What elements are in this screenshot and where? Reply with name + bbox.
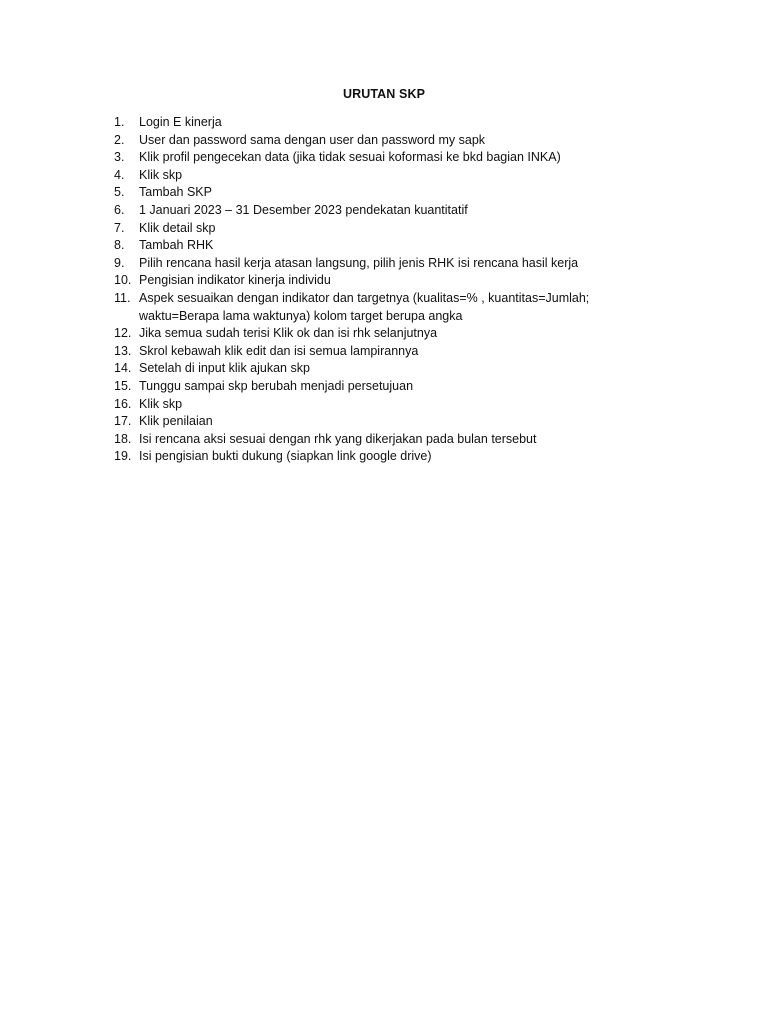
- step-number: 14.: [114, 361, 132, 376]
- step-text: Klik penilaian: [139, 414, 213, 429]
- step-text: Isi pengisian bukti dukung (siapkan link google drive): [139, 449, 432, 464]
- list-item: [114, 413, 634, 431]
- list-item: [114, 378, 634, 396]
- document-title: URUTAN SKP: [342, 87, 426, 101]
- step-text: User dan password sama dengan user dan password my sapk: [139, 132, 486, 147]
- step-number: 8.: [114, 238, 125, 253]
- list-item: [114, 272, 634, 290]
- list-item: [114, 325, 634, 343]
- step-number: 16.: [114, 396, 132, 411]
- step-number: 13.: [114, 343, 132, 358]
- step-number: 17.: [114, 414, 132, 429]
- step-text: Tambah RHK: [139, 238, 214, 253]
- step-text: Pilih rencana hasil kerja atasan langsung, pilih jenis RHK isi rencana hasil kerja: [139, 255, 579, 270]
- step-text: Tunggu sampai skp berubah menjadi persetujuan: [139, 378, 414, 393]
- step-number: 10.: [114, 273, 132, 288]
- step-number: 11.: [114, 290, 131, 305]
- list-item: [114, 149, 634, 167]
- list-item: [114, 220, 634, 238]
- step-text: Login E kinerja: [139, 115, 222, 129]
- step-text: Skrol kebawah klik edit dan isi semua lampirannya: [139, 343, 419, 358]
- step-text: Isi rencana aksi sesuai dengan rhk yang dikerjakan pada bulan tersebut: [139, 431, 537, 446]
- list-item: [114, 167, 634, 185]
- step-number: 7.: [114, 220, 125, 235]
- step-text: Pengisian indikator kinerja individu: [139, 273, 331, 288]
- list-item: [114, 448, 634, 466]
- step-number: 18.: [114, 431, 132, 446]
- step-text: Klik detail skp: [139, 220, 216, 235]
- step-text: Klik skp: [139, 167, 183, 182]
- steps-list: [114, 114, 634, 466]
- list-item: [114, 431, 634, 449]
- list-item: [114, 184, 634, 202]
- step-number: 6.: [114, 202, 125, 217]
- list-item: [114, 290, 634, 325]
- list-item: [114, 396, 634, 414]
- step-text: Aspek sesuaikan dengan indikator dan targetnya (kualitas=% , kuantitas=Jumlah; waktu=Berapa lama waktunya) kolom target berupa angka: [139, 290, 590, 323]
- step-text: 1 Januari 2023 – 31 Desember 2023 pendekatan kuantitatif: [139, 202, 468, 217]
- list-item: [114, 237, 634, 255]
- step-number: 4.: [114, 167, 125, 182]
- list-item: [114, 114, 634, 132]
- list-item: [114, 360, 634, 378]
- step-number: 12.: [114, 326, 132, 341]
- step-text: Klik profil pengecekan data (jika tidak sesuai koformasi ke bkd bagian INKA): [139, 150, 561, 165]
- list-item: [114, 132, 634, 150]
- list-item: [114, 202, 634, 220]
- list-item: [114, 255, 634, 273]
- step-number: 3.: [114, 150, 125, 165]
- step-number: 19.: [114, 449, 132, 464]
- step-number: 15.: [114, 378, 132, 393]
- step-number: 1.: [114, 115, 125, 129]
- step-text: Tambah SKP: [139, 185, 212, 200]
- step-number: 5.: [114, 185, 125, 200]
- step-text: Jika semua sudah terisi Klik ok dan isi rhk selanjutnya: [139, 326, 438, 341]
- step-text: Klik skp: [139, 396, 183, 411]
- step-number: 2.: [114, 132, 125, 147]
- step-number: 9.: [114, 255, 125, 270]
- step-text: Setelah di input klik ajukan skp: [139, 361, 310, 376]
- list-item: [114, 343, 634, 361]
